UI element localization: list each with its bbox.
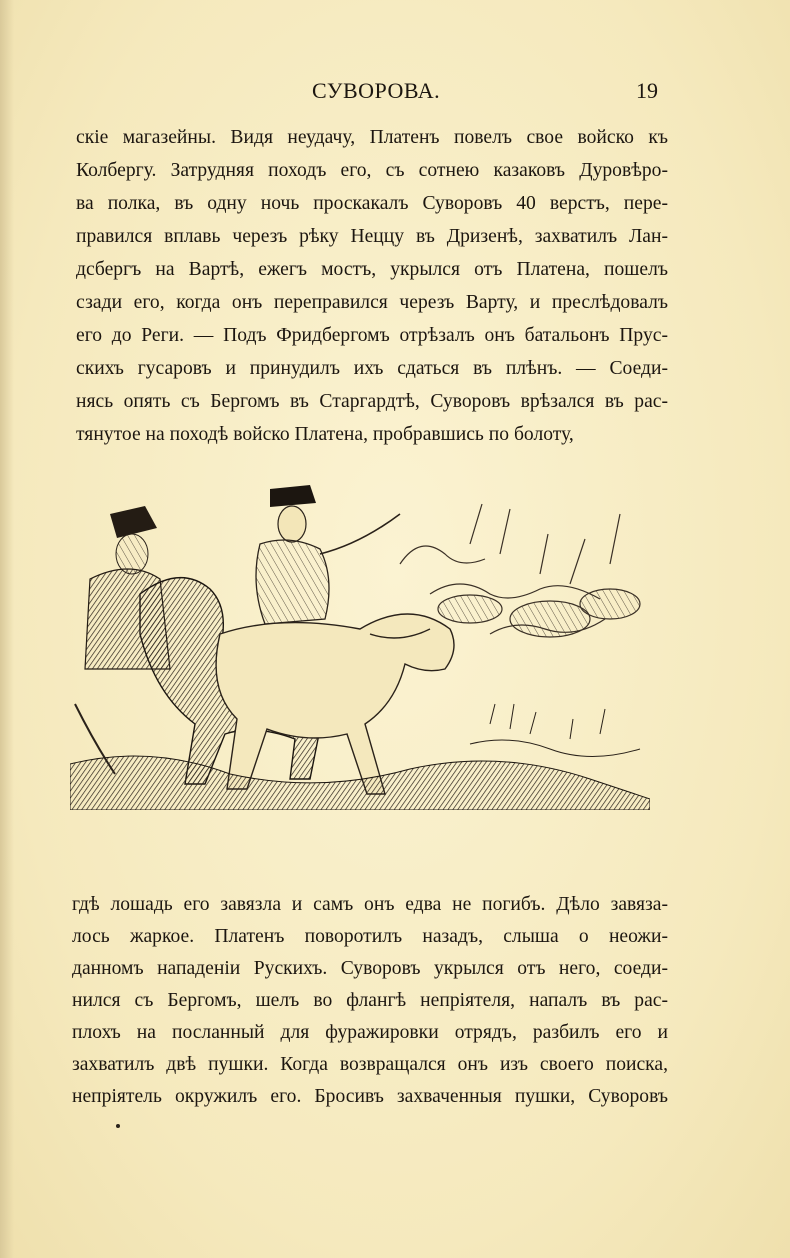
text-line: ва полка, въ одну ночь проскакалъ Суворовъ 40 верстъ, пере- — [76, 193, 668, 214]
text-line: нясь опять съ Бергомъ въ Старгардтѣ, Суворовъ врѣзался въ рас- — [76, 391, 668, 412]
body-text-top — [76, 121, 668, 451]
text-line: сзади его, когда онъ переправился черезъ Варту, и преслѣдовалъ — [76, 292, 668, 313]
background-riders — [400, 504, 640, 637]
running-head — [0, 78, 790, 108]
page-spine-shadow — [0, 0, 14, 1258]
page-number: 19 — [636, 78, 658, 103]
body-text-bottom — [72, 889, 668, 1113]
text-line: плохъ на посланный для фуражировки отрядъ, разбилъ его и — [72, 1022, 668, 1043]
text-line: лось жаркое. Платенъ поворотилъ назадъ, слыша о неожи- — [72, 926, 668, 947]
text-line: тянутое на походѣ войско Платена, пробравшись по болоту, — [76, 424, 574, 445]
text-line: скихъ гусаровъ и принудилъ ихъ сдаться въ плѣнъ. — Соеди- — [76, 358, 668, 379]
text-line: гдѣ лошадь его завязла и самъ онъ едва не погибъ. Дѣло завяза- — [72, 894, 668, 915]
text-line: правился вплавь черезъ рѣку Неццу въ Дризенѣ, захватилъ Лан- — [76, 226, 668, 247]
text-line: данномъ нападеніи Рускихъ. Суворовъ укрылся отъ него, соеди- — [72, 958, 668, 979]
text-line: захватилъ двѣ пушки. Когда возвращался онъ изъ своего поиска, — [72, 1054, 668, 1075]
ink-speck — [116, 1124, 120, 1128]
engraving-illustration — [70, 484, 650, 810]
running-head-title: СУВОРОВА. — [312, 78, 441, 103]
text-line: его до Реги. — Подъ Фридбергомъ отрѣзалъ онъ батальонъ Прус- — [76, 325, 668, 346]
text-line: дсбергъ на Вартѣ, ежегъ мостъ, укрылся отъ Платена, пошелъ — [76, 259, 668, 280]
text-line: непріятель окружилъ его. Бросивъ захваченныя пушки, Суворовъ — [72, 1086, 668, 1107]
text-line: Колбергу. Затрудняя походъ его, съ сотнею казаковъ Дуровѣро- — [76, 160, 668, 181]
text-line: скіе магазейны. Видя неудачу, Платенъ повелъ свое войско къ — [76, 127, 668, 148]
text-line: нился съ Бергомъ, шелъ во флангѣ непріятеля, напалъ въ рас- — [72, 990, 668, 1011]
